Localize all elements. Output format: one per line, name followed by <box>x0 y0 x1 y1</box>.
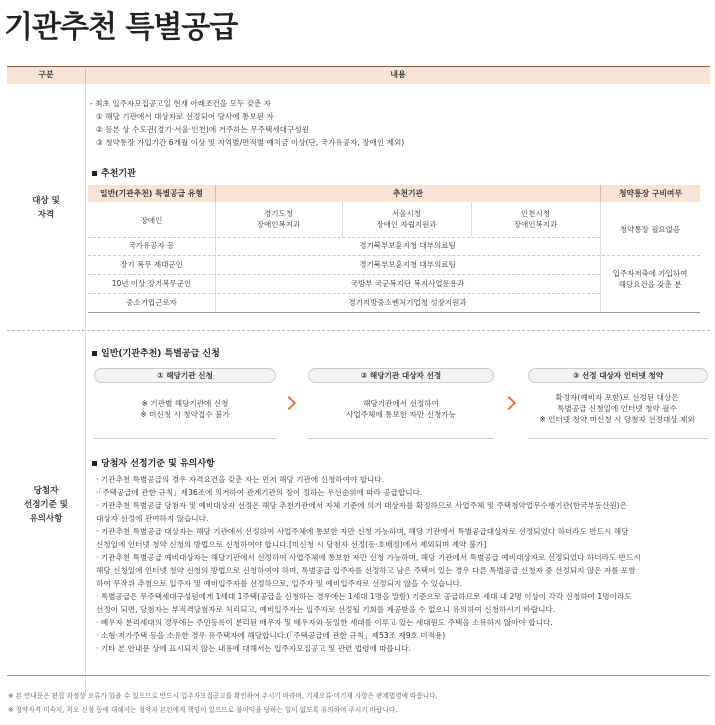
note-line: · 소형·저가주택 등을 소유한 경우 유주택자에 해당합니다.(「주택공급에 관한 규칙」제53조 제9호 미적용) <box>96 631 446 640</box>
step1-underline <box>94 438 276 439</box>
step3-head: ③ 선정 대상자 인터넷 청약 <box>528 368 708 383</box>
note-line: 대상자 선정에 관여하지 않습니다. <box>96 514 209 523</box>
step3-line1: 확정자(예비자 포함)로 선정된 대상은 <box>555 393 679 402</box>
rt-org-incheon-name: 인천시청 <box>521 209 550 218</box>
step2-head: ② 해당기관 대상자 선정 <box>308 368 494 383</box>
condition-2: ② 등본 상 수도권(경기·서울·인천)에 거주하는 무주택세대구성원 <box>96 125 310 134</box>
bullet-square-icon <box>92 171 97 176</box>
chevron-right-icon <box>502 396 516 410</box>
apply-heading <box>92 346 220 359</box>
eligibility-intro: - 최초 입주자모집공고일 현재 아래조건을 모두 갖춘 자 <box>90 99 272 108</box>
note-line: · 기관추천 특별공급 예비대상자는 해당기관에서 선정하여 사업주체에 통보한 자만 신청 가능하며, 해당 기관에서 특별공급 예비대상자로 선정되었다 하더라도 반드시 <box>96 553 641 562</box>
header-category: 구분 <box>38 70 54 79</box>
chevron-right-icon <box>282 396 296 410</box>
step3-line3: ※ 인터넷 청약 미신청 시 당첨자 선정대상 제외 <box>539 415 695 424</box>
section1-label-line1: 대상 및 <box>32 196 60 206</box>
bullet-square-icon <box>92 351 97 356</box>
rt-org-gyeonggi <box>215 208 342 230</box>
rt-org-veteran: 경기북부보훈지청 대부의료팀 <box>359 241 456 250</box>
table-header <box>7 66 710 84</box>
rt-type-veteran: 국가유공자 등 <box>128 241 175 250</box>
rt-org-sme: 경기지방중소벤처기업청 성장지원과 <box>348 298 467 307</box>
apply-title: 일반(기관추천) 특별공급 신청 <box>101 349 220 359</box>
note-line: · 기관추천 특별공급 당첨자 및 예비대상자 선정은 해당 추천기관에서 자체 기준에 의거 대상자를 확정하므로 사업주체 및 주택청약업무수행기관(한국부동산원)은 <box>96 501 628 510</box>
note-line: 신청일에 인터넷 청약 신청의 방법으로 신청하여야 합니다.[미신청 시 당첨자 선정(동·호배정)에서 제외되며 계약 불가] <box>96 540 487 549</box>
rt-org-seoul-dept: 장애인 자립지원과 <box>376 220 437 229</box>
footnote-1: ※ 본 안내문은 편집 과정상 오류가 있을 수 있으므로 반드시 입주자모집공고를 확인하여 주시기 바라며, 기재오류·미기재 사항은 관계법령에 따릅니다. <box>8 692 438 700</box>
note-line: ·「주택공급에 관한 규칙」제36조에 의거하여 관계기관의 장이 정하는 우선순위에 따라 공급합니다. <box>96 488 423 497</box>
rt-bank-required <box>600 268 700 290</box>
rt-org-gyeonggi-dept: 장애인복지과 <box>256 220 301 229</box>
step3-underline <box>528 438 708 439</box>
recommend-org-heading <box>92 166 136 179</box>
column-divider <box>85 84 86 696</box>
footnote-2: ※ 청약자격 미숙지, 착오 신청 등에 대해서는 청약자 본인에게 책임이 있으므로 불이익을 당하는 일이 없도록 유의하여 주시기 바랍니다. <box>8 706 398 714</box>
section2-label-line1: 당첨자 <box>33 486 59 496</box>
rt-org-seoul-name: 서울시청 <box>392 209 421 218</box>
section1-label-line2: 자격 <box>37 210 55 220</box>
rt-org-seoul <box>342 208 471 230</box>
rt-row-divider <box>88 255 700 256</box>
rt-type-sme: 중소기업근로자 <box>126 298 177 307</box>
rt-header-org: 추천기관 <box>215 185 600 202</box>
rt-org-incheon <box>471 208 600 230</box>
step1-body <box>94 398 276 420</box>
rt-org-longterm: 경기북부보훈지청 대부의료팀 <box>359 260 456 269</box>
step2-line1: 해당기관에서 선정하여 <box>363 399 439 408</box>
rt-bank-not-required: 청약통장 필요없음 <box>619 225 681 234</box>
page-title: 기관추천 특별공급 <box>4 10 238 45</box>
section2-label-line2: 선정기준 및 <box>23 500 68 510</box>
note-line: 선정이 되면, 당첨자는 부적격당첨자로 처리되고, 예비입주자는 입주자로 선정될 기회를 제공받을 수 없으니 유의하여 신청하시기 바랍니다. <box>96 605 556 614</box>
condition-3: ③ 청약통장 가입기간 6개월 이상 및 지역별/면적별 예치금 이상(단, 국가유공자, 장애인 제외) <box>96 138 405 147</box>
step2-body <box>308 398 494 420</box>
step2-line2: 사업주체에 통보한 자만 신청가능 <box>346 410 456 419</box>
note-line: 하여 무작위 추첨으로 입주자 및 예비입주자를 선정하므로, 입주자 및 예비입주자로 선정되지 않을 수 있습니다. <box>96 579 463 588</box>
note-line: · 기관추천 특별공급의 경우 자격요건을 갖춘 자는 먼저 해당 기관에 신청하여야 합니다. <box>96 475 385 484</box>
note-line: 해당 신청일에 인터넷 청약 신청의 방법으로 신청하여야 하며, 특별공급 입주자를 선정하고 남은 주택이 있는 경우 다른 특별공급 신청자 중 선정되지 않은 자를 포함 <box>96 566 636 575</box>
rt-vline <box>600 202 601 312</box>
section-divider <box>7 330 710 331</box>
header-content: 내용 <box>85 69 710 83</box>
step1-line2: ※ 미신청 시 청약접수 불가 <box>140 410 230 419</box>
rt-header-type: 일반(기관추천) 특별공급 유형 <box>88 185 215 202</box>
rt-row-divider <box>88 274 600 275</box>
step1-head: ① 해당기관 신청 <box>94 368 276 383</box>
section2-label <box>7 484 85 526</box>
rt-bank-required-line2: 해당요건을 갖춘 분 <box>618 280 682 289</box>
rt-row-divider <box>88 293 600 294</box>
rt-type-disabled: 장애인 <box>140 216 163 225</box>
note-line: · 기타 본 안내문 상에 표시되지 않는 내용에 대해서는 입주자모집공고 및 관련 법령에 따릅니다. <box>96 644 411 653</box>
note-line: · 특별공급은 무주택세대구성원에게 1세대 1주택(공급을 신청하는 경우에는 1세대 1명을 말함) 기준으로 공급하므로 세대 내 2명 이상이 각각 신청하여 1명이라도 <box>96 592 632 601</box>
step3-body <box>524 392 710 425</box>
note-line: · 기관추천 특별공급 대상자는 해당 기관에서 선정하여 사업주체에 통보한 자만 신청 가능하며, 해당 기관에서 특별공급대상자로 선정되었다 하더라도 반드시 해당 <box>96 527 629 536</box>
notes-list <box>96 473 641 655</box>
step2-underline <box>308 438 494 439</box>
rt-org-gyeonggi-name: 경기도청 <box>264 209 293 218</box>
bullet-square-icon <box>92 461 97 466</box>
condition-1: ① 해당 기관에서 대상자로 선정되어 당사에 통보된 자 <box>96 112 274 121</box>
recommend-org-title: 추천기관 <box>101 169 136 179</box>
notes-heading <box>92 456 215 469</box>
step1-line1: ※ 기관별 해당기관에 신청 <box>141 399 229 408</box>
rt-org-incheon-dept: 장애인복지과 <box>513 220 558 229</box>
notes-title: 당첨자 선정기준 및 유의사항 <box>101 459 215 469</box>
table-bottom-border <box>7 675 710 676</box>
rt-type-tenyear: 10년 이상 장기복무군인 <box>111 279 192 288</box>
section2-label-line3: 유의사항 <box>29 514 63 524</box>
rt-type-longterm: 장기 복무 제대군인 <box>120 260 183 269</box>
rt-row-divider <box>88 237 600 238</box>
step3-line2: 특별공급 신청일에 인터넷 청약 필수 <box>557 404 677 413</box>
rt-header-bank: 청약통장 구비여부 <box>600 185 700 202</box>
rt-bank-required-line1: 입주자저축에 가입하여 <box>612 269 688 278</box>
rt-bottom-border <box>88 312 700 313</box>
note-line: · 배우자 분리세대의 경우에는 주민등록이 분리된 배우자 및 배우자와 동일한 세대를 이루고 있는 세대원도 주택을 소유하지 않아야 합니다. <box>96 618 553 627</box>
section1-label <box>7 194 85 222</box>
rt-org-tenyear: 국방부 국군복지단 복지사업운용과 <box>350 279 465 288</box>
